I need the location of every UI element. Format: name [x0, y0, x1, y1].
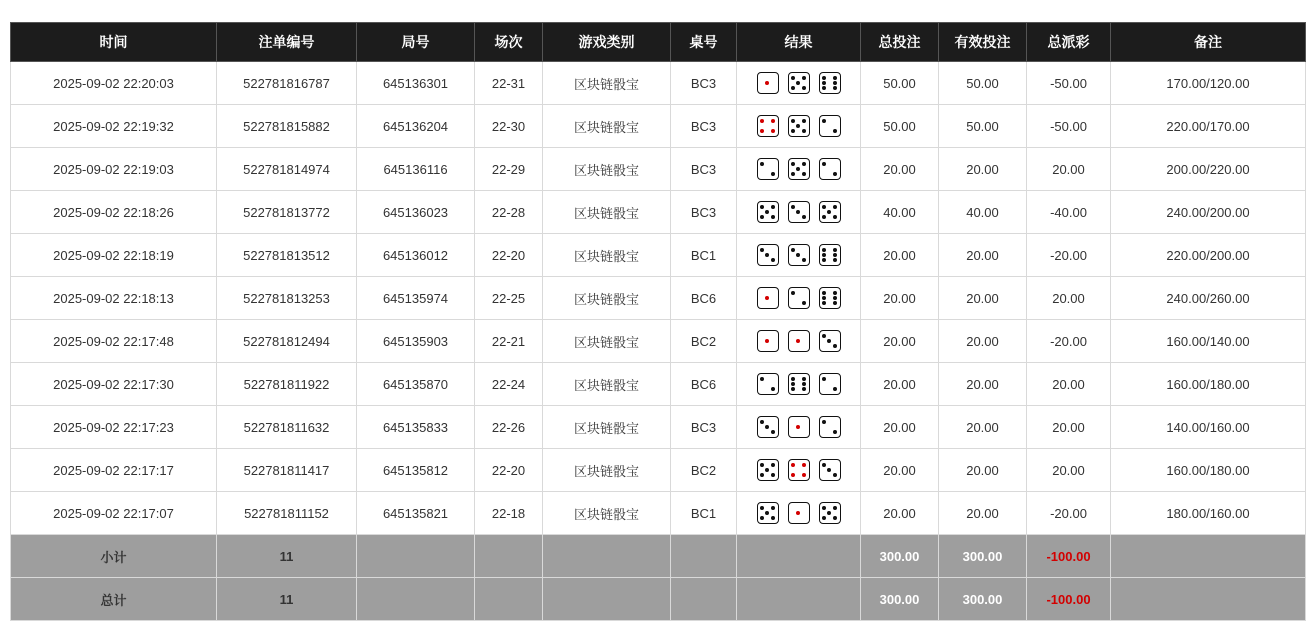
cell-total_payout: -20.00 — [1027, 234, 1111, 277]
cell-total_bet: 20.00 — [861, 449, 939, 492]
cell-table_no: BC3 — [671, 62, 737, 105]
cell-time: 2025-09-02 22:19:03 — [11, 148, 217, 191]
dice-face-1 — [757, 330, 779, 352]
cell-total_payout: -20.00 — [1027, 492, 1111, 535]
summary-blank-game — [543, 578, 671, 621]
cell-total_payout: -40.00 — [1027, 191, 1111, 234]
cell-remark: 140.00/160.00 — [1111, 406, 1306, 449]
cell-session: 22-28 — [475, 191, 543, 234]
dice-face-2 — [819, 158, 841, 180]
cell-table_no: BC1 — [671, 492, 737, 535]
cell-result-dice — [737, 277, 861, 320]
column-header-table_no[interactable]: 桌号 — [671, 23, 737, 62]
cell-total_payout: -50.00 — [1027, 105, 1111, 148]
column-header-game_type[interactable]: 游戏类别 — [543, 23, 671, 62]
cell-remark: 160.00/180.00 — [1111, 363, 1306, 406]
bet-history-table — [10, 22, 1306, 621]
summary-blank-session — [475, 535, 543, 578]
column-header-time[interactable]: 时间 — [11, 23, 217, 62]
summary-blank-remark — [1111, 578, 1306, 621]
column-header-session[interactable]: 场次 — [475, 23, 543, 62]
summary-blank-table — [671, 578, 737, 621]
dice-face-3 — [819, 330, 841, 352]
summary-valid-bet: 300.00 — [939, 535, 1027, 578]
cell-order_no: 522781811152 — [217, 492, 357, 535]
cell-game_type: 区块链骰宝 — [543, 363, 671, 406]
dice-face-3 — [757, 244, 779, 266]
dice-face-1 — [788, 416, 810, 438]
cell-total_bet: 20.00 — [861, 320, 939, 363]
cell-table_no: BC2 — [671, 320, 737, 363]
dice-face-6 — [819, 287, 841, 309]
cell-total_bet: 20.00 — [861, 492, 939, 535]
cell-game_type: 区块链骰宝 — [543, 234, 671, 277]
cell-session: 22-21 — [475, 320, 543, 363]
summary-count: 11 — [217, 535, 357, 578]
table-row[interactable] — [11, 234, 1306, 277]
cell-order_no: 522781813253 — [217, 277, 357, 320]
dice-face-5 — [819, 502, 841, 524]
cell-game_type: 区块链骰宝 — [543, 191, 671, 234]
summary-blank-remark — [1111, 535, 1306, 578]
cell-round_no: 645136012 — [357, 234, 475, 277]
dice-face-4 — [788, 459, 810, 481]
cell-result-dice — [737, 62, 861, 105]
table-header-row — [11, 23, 1306, 62]
summary-count: 11 — [217, 578, 357, 621]
summary-blank-round — [357, 535, 475, 578]
dice-face-4 — [757, 115, 779, 137]
cell-session: 22-25 — [475, 277, 543, 320]
cell-valid_bet: 20.00 — [939, 320, 1027, 363]
summary-total-payout: -100.00 — [1027, 535, 1111, 578]
cell-total_bet: 20.00 — [861, 148, 939, 191]
summary-total-payout: -100.00 — [1027, 578, 1111, 621]
table-header — [11, 23, 1306, 62]
dice-face-1 — [757, 287, 779, 309]
cell-time: 2025-09-02 22:18:13 — [11, 277, 217, 320]
cell-game_type: 区块链骰宝 — [543, 148, 671, 191]
summary-blank-result — [737, 535, 861, 578]
cell-total_payout: -50.00 — [1027, 62, 1111, 105]
cell-total_bet: 20.00 — [861, 234, 939, 277]
cell-round_no: 645136204 — [357, 105, 475, 148]
table-row[interactable] — [11, 449, 1306, 492]
cell-session: 22-20 — [475, 449, 543, 492]
cell-valid_bet: 50.00 — [939, 62, 1027, 105]
dice-face-5 — [757, 201, 779, 223]
summary-blank-session — [475, 578, 543, 621]
cell-game_type: 区块链骰宝 — [543, 277, 671, 320]
cell-total_bet: 20.00 — [861, 406, 939, 449]
cell-valid_bet: 40.00 — [939, 191, 1027, 234]
column-header-total_bet[interactable]: 总投注 — [861, 23, 939, 62]
cell-time: 2025-09-02 22:17:17 — [11, 449, 217, 492]
cell-result-dice — [737, 191, 861, 234]
cell-total_bet: 50.00 — [861, 62, 939, 105]
cell-total_payout: 20.00 — [1027, 449, 1111, 492]
dice-face-6 — [819, 244, 841, 266]
column-header-order_no[interactable]: 注单编号 — [217, 23, 357, 62]
cell-valid_bet: 50.00 — [939, 105, 1027, 148]
cell-result-dice — [737, 148, 861, 191]
dice-face-5 — [788, 158, 810, 180]
cell-session: 22-20 — [475, 234, 543, 277]
cell-remark: 170.00/120.00 — [1111, 62, 1306, 105]
table-row[interactable] — [11, 191, 1306, 234]
cell-session: 22-26 — [475, 406, 543, 449]
cell-result-dice — [737, 449, 861, 492]
cell-result-dice — [737, 105, 861, 148]
table-row[interactable] — [11, 363, 1306, 406]
cell-remark: 240.00/200.00 — [1111, 191, 1306, 234]
cell-session: 22-24 — [475, 363, 543, 406]
dice-face-1 — [757, 72, 779, 94]
cell-round_no: 645135974 — [357, 277, 475, 320]
table-row[interactable] — [11, 320, 1306, 363]
summary-row — [11, 535, 1306, 578]
dice-face-1 — [788, 330, 810, 352]
cell-game_type: 区块链骰宝 — [543, 62, 671, 105]
dice-face-6 — [788, 373, 810, 395]
dice-face-3 — [788, 244, 810, 266]
cell-game_type: 区块链骰宝 — [543, 449, 671, 492]
cell-time: 2025-09-02 22:18:26 — [11, 191, 217, 234]
cell-table_no: BC1 — [671, 234, 737, 277]
cell-table_no: BC6 — [671, 277, 737, 320]
cell-result-dice — [737, 492, 861, 535]
cell-round_no: 645135812 — [357, 449, 475, 492]
cell-session: 22-29 — [475, 148, 543, 191]
table-row[interactable] — [11, 406, 1306, 449]
dice-face-5 — [757, 502, 779, 524]
cell-order_no: 522781811417 — [217, 449, 357, 492]
dice-face-6 — [819, 72, 841, 94]
summary-blank-table — [671, 535, 737, 578]
dice-face-2 — [757, 158, 779, 180]
cell-valid_bet: 20.00 — [939, 406, 1027, 449]
cell-round_no: 645136301 — [357, 62, 475, 105]
cell-total_payout: -20.00 — [1027, 320, 1111, 363]
cell-table_no: BC3 — [671, 148, 737, 191]
cell-valid_bet: 20.00 — [939, 449, 1027, 492]
table-row[interactable] — [11, 492, 1306, 535]
cell-remark: 160.00/140.00 — [1111, 320, 1306, 363]
cell-game_type: 区块链骰宝 — [543, 105, 671, 148]
dice-face-5 — [788, 115, 810, 137]
cell-table_no: BC3 — [671, 191, 737, 234]
cell-time: 2025-09-02 22:17:23 — [11, 406, 217, 449]
cell-remark: 200.00/220.00 — [1111, 148, 1306, 191]
column-header-remark[interactable]: 备注 — [1111, 23, 1306, 62]
summary-blank-game — [543, 535, 671, 578]
cell-result-dice — [737, 363, 861, 406]
cell-remark: 240.00/260.00 — [1111, 277, 1306, 320]
dice-face-5 — [757, 459, 779, 481]
cell-total_payout: 20.00 — [1027, 406, 1111, 449]
dice-face-2 — [788, 287, 810, 309]
table-body — [11, 62, 1306, 621]
cell-valid_bet: 20.00 — [939, 234, 1027, 277]
cell-round_no: 645136023 — [357, 191, 475, 234]
table-row[interactable] — [11, 277, 1306, 320]
cell-total_bet: 40.00 — [861, 191, 939, 234]
cell-round_no: 645135821 — [357, 492, 475, 535]
summary-valid-bet: 300.00 — [939, 578, 1027, 621]
column-header-valid_bet[interactable]: 有效投注 — [939, 23, 1027, 62]
cell-session: 22-18 — [475, 492, 543, 535]
cell-time: 2025-09-02 22:17:48 — [11, 320, 217, 363]
cell-game_type: 区块链骰宝 — [543, 492, 671, 535]
cell-total_payout: 20.00 — [1027, 148, 1111, 191]
cell-result-dice — [737, 320, 861, 363]
dice-face-5 — [819, 201, 841, 223]
cell-game_type: 区块链骰宝 — [543, 320, 671, 363]
cell-session: 22-30 — [475, 105, 543, 148]
cell-table_no: BC3 — [671, 406, 737, 449]
cell-remark: 220.00/170.00 — [1111, 105, 1306, 148]
cell-round_no: 645135870 — [357, 363, 475, 406]
cell-order_no: 522781816787 — [217, 62, 357, 105]
dice-face-2 — [819, 416, 841, 438]
cell-total_payout: 20.00 — [1027, 363, 1111, 406]
table-row[interactable] — [11, 62, 1306, 105]
cell-total_bet: 50.00 — [861, 105, 939, 148]
cell-table_no: BC2 — [671, 449, 737, 492]
cell-total_bet: 20.00 — [861, 277, 939, 320]
table-row[interactable] — [11, 105, 1306, 148]
cell-table_no: BC6 — [671, 363, 737, 406]
cell-order_no: 522781814974 — [217, 148, 357, 191]
column-header-round_no[interactable]: 局号 — [357, 23, 475, 62]
summary-label: 小计 — [11, 535, 217, 578]
cell-order_no: 522781811632 — [217, 406, 357, 449]
cell-session: 22-31 — [475, 62, 543, 105]
cell-time: 2025-09-02 22:19:32 — [11, 105, 217, 148]
column-header-total_payout[interactable]: 总派彩 — [1027, 23, 1111, 62]
cell-table_no: BC3 — [671, 105, 737, 148]
summary-total-bet: 300.00 — [861, 578, 939, 621]
dice-face-2 — [819, 115, 841, 137]
cell-order_no: 522781811922 — [217, 363, 357, 406]
summary-row — [11, 578, 1306, 621]
cell-remark: 220.00/200.00 — [1111, 234, 1306, 277]
table-row[interactable] — [11, 148, 1306, 191]
cell-valid_bet: 20.00 — [939, 363, 1027, 406]
dice-face-3 — [819, 459, 841, 481]
summary-blank-round — [357, 578, 475, 621]
summary-label: 总计 — [11, 578, 217, 621]
dice-face-2 — [757, 373, 779, 395]
summary-blank-result — [737, 578, 861, 621]
cell-order_no: 522781813772 — [217, 191, 357, 234]
dice-face-5 — [788, 72, 810, 94]
dice-face-3 — [757, 416, 779, 438]
dice-face-2 — [819, 373, 841, 395]
cell-valid_bet: 20.00 — [939, 148, 1027, 191]
cell-order_no: 522781813512 — [217, 234, 357, 277]
cell-valid_bet: 20.00 — [939, 492, 1027, 535]
cell-remark: 160.00/180.00 — [1111, 449, 1306, 492]
cell-total_payout: 20.00 — [1027, 277, 1111, 320]
cell-time: 2025-09-02 22:18:19 — [11, 234, 217, 277]
cell-order_no: 522781812494 — [217, 320, 357, 363]
cell-result-dice — [737, 234, 861, 277]
cell-time: 2025-09-02 22:20:03 — [11, 62, 217, 105]
cell-round_no: 645135833 — [357, 406, 475, 449]
cell-time: 2025-09-02 22:17:30 — [11, 363, 217, 406]
cell-round_no: 645135903 — [357, 320, 475, 363]
summary-total-bet: 300.00 — [861, 535, 939, 578]
cell-time: 2025-09-02 22:17:07 — [11, 492, 217, 535]
cell-remark: 180.00/160.00 — [1111, 492, 1306, 535]
cell-valid_bet: 20.00 — [939, 277, 1027, 320]
cell-result-dice — [737, 406, 861, 449]
dice-face-1 — [788, 502, 810, 524]
cell-total_bet: 20.00 — [861, 363, 939, 406]
column-header-result[interactable]: 结果 — [737, 23, 861, 62]
cell-round_no: 645136116 — [357, 148, 475, 191]
cell-game_type: 区块链骰宝 — [543, 406, 671, 449]
dice-face-3 — [788, 201, 810, 223]
cell-order_no: 522781815882 — [217, 105, 357, 148]
